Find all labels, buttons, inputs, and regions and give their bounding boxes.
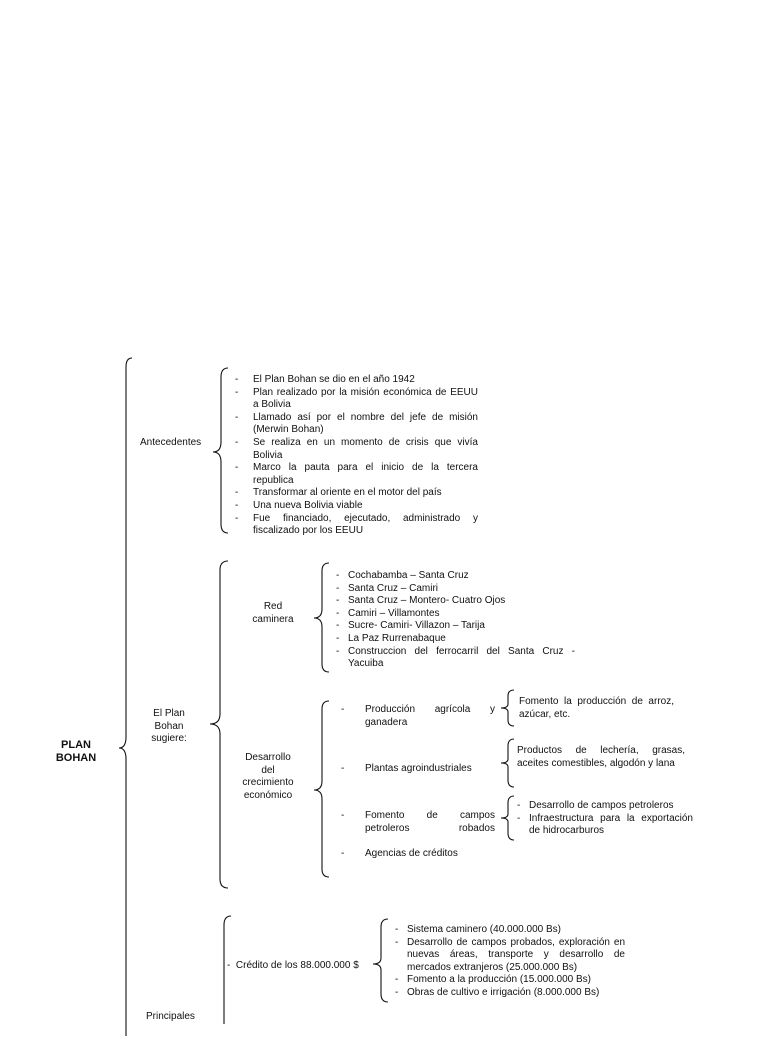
list-item: - Obras de cultivo e irrigación (8.000.000 Bs) — [393, 987, 625, 1000]
petroleros-detail-list — [515, 800, 693, 838]
list-item: - Santa Cruz – Montero- Cuatro Ojos — [334, 595, 575, 608]
dash: - — [341, 763, 345, 774]
item-text: Agencias de créditos — [365, 848, 458, 859]
item-text: Producción agrícola y ganadera — [365, 704, 495, 728]
list-item: - La Paz Rurrenabaque — [334, 633, 575, 646]
dash: - — [341, 704, 345, 715]
principales-brace — [215, 915, 233, 1035]
list-item: - Fomento a la producción (15.000.000 Bs) — [393, 974, 625, 987]
red-caminera-list — [334, 570, 575, 671]
list-item: - Llamado así por el nombre del jefe de misión (Merwin Bohan) — [235, 412, 478, 437]
principales-label: Principales — [146, 1011, 195, 1022]
desarrollo-brace — [313, 700, 331, 880]
dash: - — [341, 848, 345, 859]
antecedentes-label: Antecedentes — [140, 437, 202, 448]
dash: - — [227, 960, 231, 971]
petroleros-brace — [500, 795, 516, 841]
credito-brace — [372, 918, 390, 1004]
list-item: - Desarrollo de campos petroleros — [515, 800, 693, 813]
desarrollo-line1: Desarrollo — [245, 752, 291, 763]
red-caminera-line2: caminera — [252, 613, 294, 625]
list-item: - Santa Cruz – Camiri — [334, 583, 575, 596]
item-text: Plantas agroindustriales — [365, 763, 472, 774]
red-caminera-brace — [313, 562, 331, 674]
list-item: - El Plan Bohan se dio en el año 1942 — [235, 374, 478, 387]
sugiere-label-line1: El Plan — [153, 708, 185, 719]
sugiere-label-line3: sugiere: — [151, 733, 187, 745]
agroindustriales-brace — [500, 738, 516, 788]
list-item: - Sistema caminero (40.000.000 Bs) — [393, 924, 625, 937]
agricola-detail: Fomento la producción de arroz, azúcar, etc. — [519, 696, 674, 720]
desarrollo-label — [232, 752, 304, 802]
list-item: - Desarrollo de campos probados, exploración en nuevas áreas, transporte y desarrollo de mercados extranjeros (25.000.000 Bs) — [393, 937, 625, 975]
list-item: - Una nueva Bolivia viable — [235, 500, 478, 513]
list-item: - Sucre- Camiri- Villazon – Tarija — [334, 620, 575, 633]
sugiere-label — [140, 708, 198, 746]
credito-list — [393, 924, 625, 1000]
red-caminera-line1: Red — [263, 601, 283, 612]
desarrollo-line2: del — [261, 764, 275, 776]
list-item: - Fue financiado, ejecutado, administrado y fiscalizado por los EEUU — [235, 513, 478, 538]
sugiere-label-line2: Bohan — [154, 720, 184, 732]
agricola-brace — [500, 689, 516, 727]
list-item: - Se realiza en un momento de crisis que vivía Bolivia — [235, 437, 478, 462]
red-caminera-label — [243, 601, 303, 626]
root-title-line1: PLAN — [61, 739, 91, 751]
antecedentes-list — [235, 374, 478, 538]
dash: - — [341, 810, 345, 821]
list-item: - Cochabamba – Santa Cruz — [334, 570, 575, 583]
credito-label — [227, 960, 359, 973]
list-item: - Infraestructura para la exportación de hidrocarburos — [515, 813, 693, 838]
desarrollo-line3: crecimiento — [242, 777, 294, 789]
sugiere-brace — [208, 560, 230, 890]
desarrollo-line4: económico — [243, 789, 293, 801]
list-item: - Plan realizado por la misión económica de EEUU a Bolivia — [235, 387, 478, 412]
antecedentes-brace — [212, 367, 230, 535]
list-item: - Construccion del ferrocarril del Santa Cruz - Yacuiba — [334, 646, 575, 671]
item-text: Fomento de campos petroleros robados — [365, 810, 495, 834]
main-brace — [118, 357, 134, 1037]
list-item: - Marco la pauta para el inicio de la tercera republica — [235, 462, 478, 487]
list-item: - Camiri – Villamontes — [334, 608, 575, 621]
root-title-line2: BOHAN — [55, 752, 97, 764]
credito-text: Crédito de los 88.000.000 $ — [235, 960, 359, 971]
root-title — [50, 739, 102, 765]
agroindustriales-detail: Productos de lechería, grasas, aceites comestibles, algodón y lana — [517, 745, 685, 769]
list-item: - Transformar al oriente en el motor del país — [235, 487, 478, 500]
